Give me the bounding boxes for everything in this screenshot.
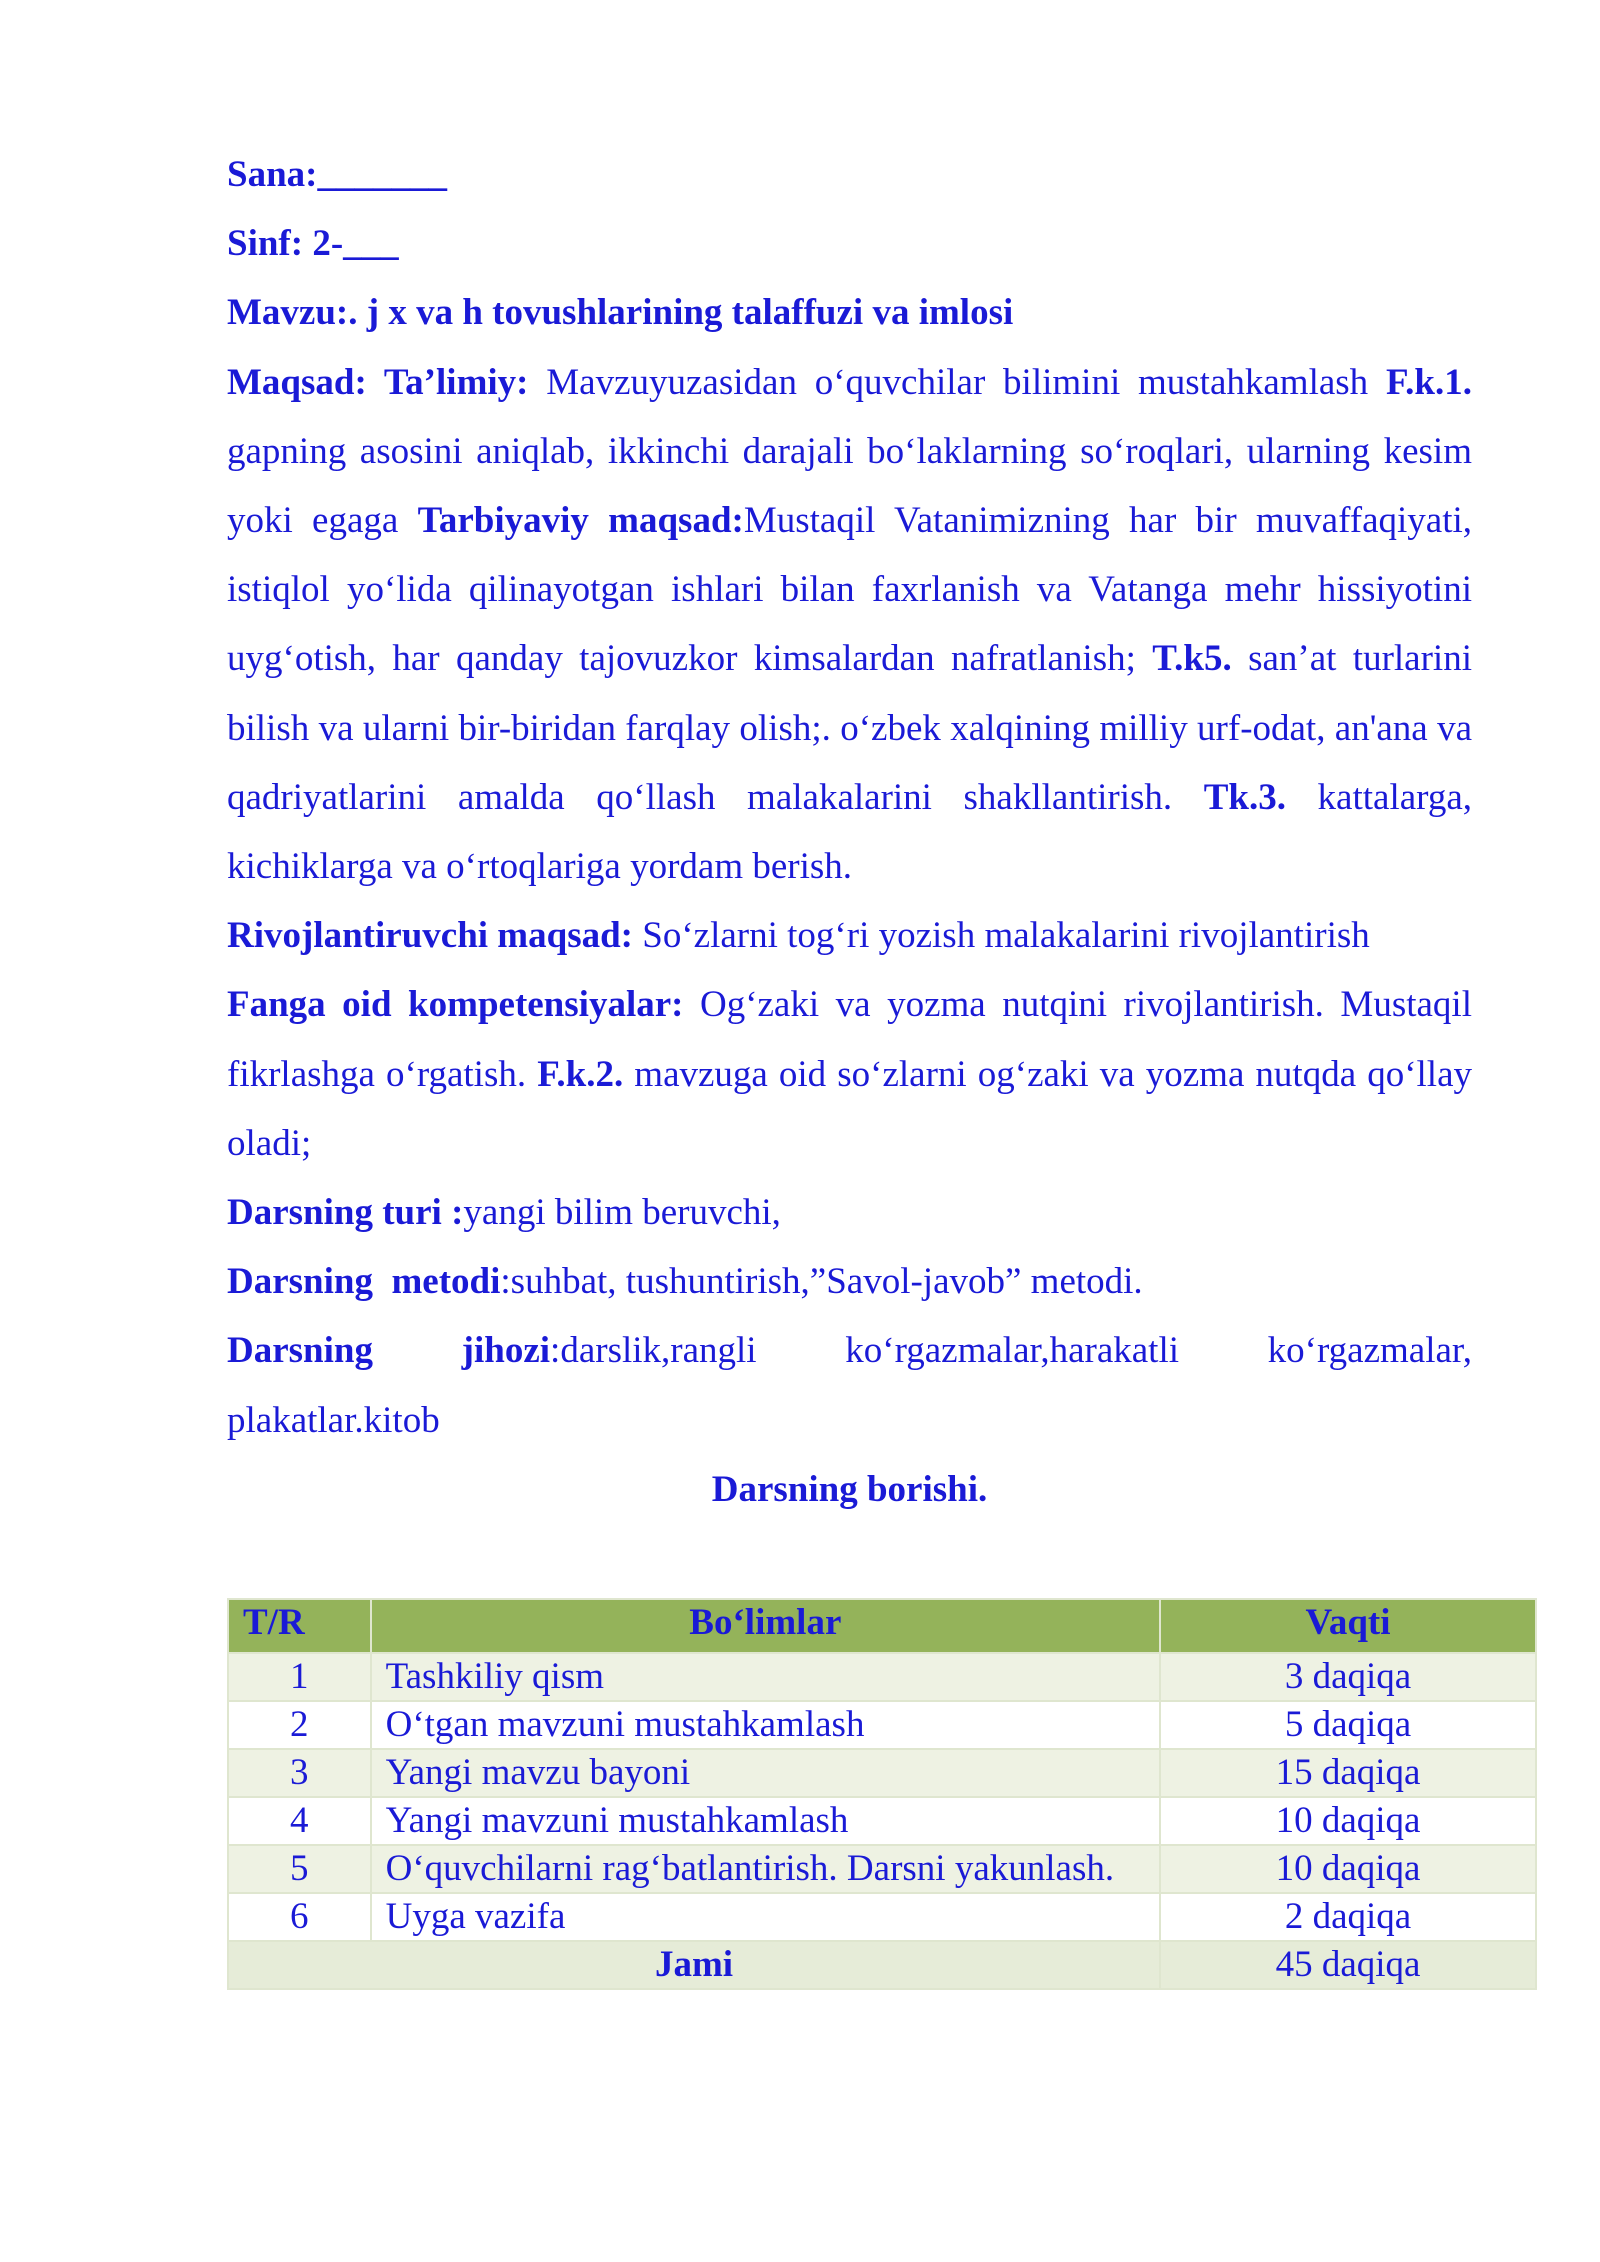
tk3-label: Tk.3.: [1203, 776, 1286, 818]
metodi-text: :suhbat, tushuntirish,”Savol-javob” metodi.: [500, 1261, 1143, 1303]
rivojlantiruvchi-label: Rivojlantiruvchi maqsad:: [227, 915, 634, 957]
goals-paragraph: [227, 348, 1472, 902]
fanga-label: Fanga oid kompetensiyalar:: [227, 984, 684, 1026]
metodi-label: Darsning metodi: [227, 1261, 501, 1303]
row-number: 4: [228, 1797, 371, 1845]
row-number: 6: [228, 1893, 371, 1941]
row-time: 3 daqiqa: [1160, 1653, 1536, 1701]
lesson-type-line: [227, 1178, 1472, 1247]
fk1-text: gapning asosini aniqlab, ikkinchi darajali bo‘laklarning so‘roqlari, ularning kesim yoki egaga: [227, 430, 1472, 542]
class-line: Sinf: 2-___: [227, 223, 399, 265]
row-section: Yangi mavzuni mustahkamlash: [371, 1797, 1160, 1845]
row-time: 10 daqiqa: [1160, 1797, 1536, 1845]
date-line: Sana:_______: [227, 154, 447, 195]
table-total-row: [228, 1941, 1536, 1989]
topic-line: Mavzu:. j x va h tovushlarining talaffuzi va imlosi: [227, 292, 1014, 334]
table-row: [228, 1701, 1536, 1749]
tk3-text: kattalarga, kichiklarga va o‘rtoqlariga yordam berish.: [227, 776, 1472, 888]
fk2-text: mavzuga oid so‘zlarni og‘zaki va yozma nutqda qo‘llay oladi;: [227, 1053, 1472, 1164]
jihozi-label: Darsning jihozi: [227, 1330, 551, 1372]
rivojlantiruvchi-text: So‘zlarni tog‘ri yozish malakalarini rivojlantirish: [633, 915, 1370, 957]
row-section: Uyga vazifa: [371, 1893, 1160, 1941]
table-row: [228, 1893, 1536, 1941]
row-time: 5 daqiqa: [1160, 1701, 1536, 1749]
tarbiyaviy-text: Mustaqil Vatanimizning har bir muvaffaqiyati, istiqlol yo‘lida qilinayotgan ishlari bilan faxrlanish va Vatanga mehr hissiyotini uyg‘otish, har qanday tajovuzkor kimsalardan nafratlanish;: [227, 500, 1472, 680]
tarbiyaviy-label: Tarbiyaviy maqsad:: [417, 500, 744, 542]
fanga-text: Og‘zaki va yozma nutqini rivojlantirish. Mustaqil fikrlashga o‘rgatish.: [227, 984, 1472, 1095]
row-section: Yangi mavzu bayoni: [371, 1749, 1160, 1797]
table-title: Darsning borishi.: [711, 1468, 988, 1510]
row-time: 10 daqiqa: [1160, 1845, 1536, 1893]
turi-label: Darsning turi :: [227, 1192, 464, 1234]
maqsad-text: Mavzuyuzasidan o‘quvchilar bilimini mustahkamlash: [528, 361, 1386, 403]
fk2-label: F.k.2.: [537, 1053, 624, 1095]
table-header-row: [228, 1599, 1536, 1653]
turi-text: yangi bilim beruvchi,: [463, 1192, 781, 1234]
jihozi-text: :darslik,rangli ko‘rgazmalar,harakatli ko‘rgazmalar,: [550, 1330, 1473, 1372]
table-row: [228, 1845, 1536, 1893]
competencies-paragraph: [227, 970, 1472, 1178]
row-section: O‘tgan mavzuni mustahkamlash: [371, 1701, 1160, 1749]
lesson-equipment-line: [227, 1316, 1472, 1385]
tk5-label: T.k5.: [1152, 638, 1232, 680]
table-row: [228, 1653, 1536, 1701]
row-section: O‘quvchilarni rag‘batlantirish. Darsni yakunlash.: [371, 1845, 1160, 1893]
fk1-label: F.k.1.: [1385, 361, 1473, 403]
row-number: 2: [228, 1701, 371, 1749]
lesson-equipment-line-2: plakatlar.kitob: [227, 1399, 440, 1441]
total-time: 45 daqiqa: [1160, 1941, 1536, 1989]
header-sections: Bo‘limlar: [371, 1599, 1160, 1653]
row-time: 2 daqiqa: [1160, 1893, 1536, 1941]
header-time: Vaqti: [1160, 1599, 1536, 1653]
development-goal-line: [227, 901, 1472, 970]
table-row: [228, 1749, 1536, 1797]
total-label: Jami: [228, 1941, 1160, 1989]
row-time: 15 daqiqa: [1160, 1749, 1536, 1797]
tk5-text: san’at turlarini bilish va ularni bir-biridan farqlay olish;. o‘zbek xalqining milliy urf-odat, an'ana va qadriyatlarini amalda qo‘llash malakalarini shakllantirish.: [227, 638, 1472, 818]
row-number: 3: [228, 1749, 371, 1797]
maqsad-label: Maqsad: Ta’limiy:: [227, 361, 529, 403]
lesson-plan-body: [227, 140, 1472, 1524]
row-number: 5: [228, 1845, 371, 1893]
table-row: [228, 1797, 1536, 1845]
lesson-method-line: [227, 1247, 1472, 1316]
row-number: 1: [228, 1653, 371, 1701]
lesson-schedule-table: [227, 1598, 1537, 1990]
header-tr: T/R: [228, 1599, 371, 1653]
row-section: Tashkiliy qism: [371, 1653, 1160, 1701]
